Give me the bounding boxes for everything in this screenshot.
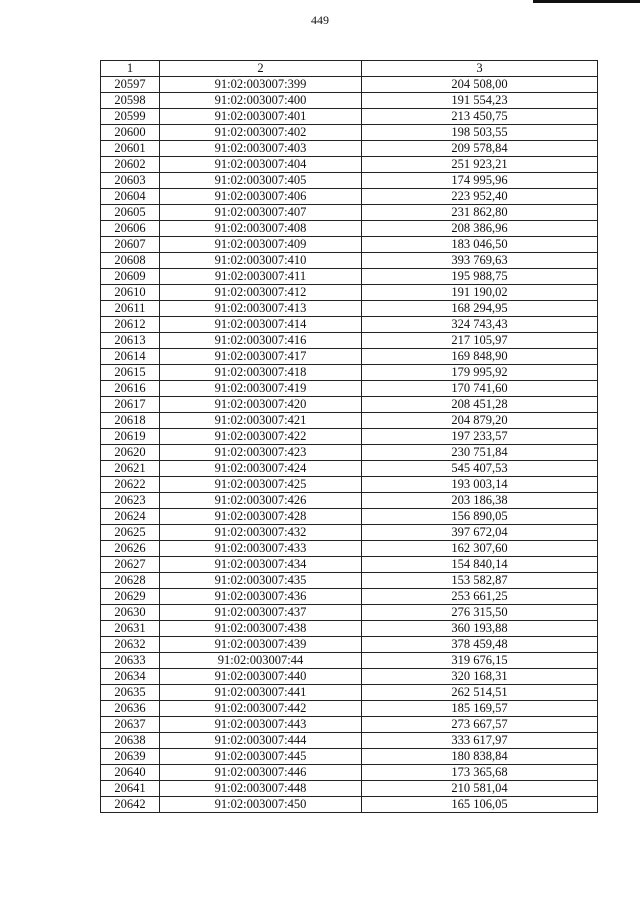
value-cell: 320 168,31: [362, 669, 598, 685]
row-number-cell: 20631: [101, 621, 160, 637]
value-cell: 273 667,57: [362, 717, 598, 733]
table-row: [101, 701, 598, 717]
cadastral-table: [100, 60, 598, 813]
cadastral-number-cell: 91:02:003007:399: [160, 77, 362, 93]
value-cell: 378 459,48: [362, 637, 598, 653]
table-row: [101, 797, 598, 813]
table-row: [101, 141, 598, 157]
table-row: [101, 397, 598, 413]
value-cell: 217 105,97: [362, 333, 598, 349]
value-cell: 153 582,87: [362, 573, 598, 589]
value-cell: 208 451,28: [362, 397, 598, 413]
table-row: [101, 333, 598, 349]
value-cell: 397 672,04: [362, 525, 598, 541]
row-number-cell: 20626: [101, 541, 160, 557]
value-cell: 276 315,50: [362, 605, 598, 621]
table-header-row: [101, 61, 598, 77]
value-cell: 195 988,75: [362, 269, 598, 285]
row-number-cell: 20620: [101, 445, 160, 461]
cadastral-number-cell: 91:02:003007:418: [160, 365, 362, 381]
cadastral-number-cell: 91:02:003007:417: [160, 349, 362, 365]
table-row: [101, 541, 598, 557]
table-row: [101, 637, 598, 653]
table-row: [101, 621, 598, 637]
row-number-cell: 20616: [101, 381, 160, 397]
table-row: [101, 349, 598, 365]
row-number-cell: 20603: [101, 173, 160, 189]
table-row: [101, 125, 598, 141]
table-row: [101, 221, 598, 237]
row-number-cell: 20625: [101, 525, 160, 541]
table-row: [101, 653, 598, 669]
value-cell: 545 407,53: [362, 461, 598, 477]
cadastral-number-cell: 91:02:003007:411: [160, 269, 362, 285]
table-row: [101, 573, 598, 589]
cadastral-number-cell: 91:02:003007:437: [160, 605, 362, 621]
table-row: [101, 589, 598, 605]
row-number-cell: 20621: [101, 461, 160, 477]
cadastral-number-cell: 91:02:003007:446: [160, 765, 362, 781]
cadastral-number-cell: 91:02:003007:416: [160, 333, 362, 349]
value-cell: 185 169,57: [362, 701, 598, 717]
table-row: [101, 493, 598, 509]
cadastral-number-cell: 91:02:003007:450: [160, 797, 362, 813]
table-row: [101, 605, 598, 621]
value-cell: 203 186,38: [362, 493, 598, 509]
page-number: 449: [311, 13, 329, 27]
cadastral-number-cell: 91:02:003007:419: [160, 381, 362, 397]
row-number-cell: 20618: [101, 413, 160, 429]
row-number-cell: 20606: [101, 221, 160, 237]
cadastral-number-cell: 91:02:003007:428: [160, 509, 362, 525]
table-row: [101, 205, 598, 221]
cadastral-number-cell: 91:02:003007:406: [160, 189, 362, 205]
value-cell: 324 743,43: [362, 317, 598, 333]
table-row: [101, 765, 598, 781]
cadastral-number-cell: 91:02:003007:448: [160, 781, 362, 797]
table-row: [101, 77, 598, 93]
cadastral-number-cell: 91:02:003007:425: [160, 477, 362, 493]
cadastral-number-cell: 91:02:003007:401: [160, 109, 362, 125]
value-cell: 253 661,25: [362, 589, 598, 605]
row-number-cell: 20611: [101, 301, 160, 317]
row-number-cell: 20642: [101, 797, 160, 813]
row-number-cell: 20641: [101, 781, 160, 797]
table-row: [101, 461, 598, 477]
row-number-cell: 20617: [101, 397, 160, 413]
value-cell: 230 751,84: [362, 445, 598, 461]
value-cell: 213 450,75: [362, 109, 598, 125]
cadastral-number-cell: 91:02:003007:421: [160, 413, 362, 429]
row-number-cell: 20607: [101, 237, 160, 253]
value-cell: 251 923,21: [362, 157, 598, 173]
cadastral-number-cell: 91:02:003007:441: [160, 685, 362, 701]
table-row: [101, 525, 598, 541]
cadastral-number-cell: 91:02:003007:443: [160, 717, 362, 733]
row-number-cell: 20599: [101, 109, 160, 125]
row-number-cell: 20634: [101, 669, 160, 685]
value-cell: 162 307,60: [362, 541, 598, 557]
cadastral-number-cell: 91:02:003007:412: [160, 285, 362, 301]
cadastral-number-cell: 91:02:003007:442: [160, 701, 362, 717]
cadastral-number-cell: 91:02:003007:420: [160, 397, 362, 413]
value-cell: 183 046,50: [362, 237, 598, 253]
table-row: [101, 381, 598, 397]
cadastral-number-cell: 91:02:003007:440: [160, 669, 362, 685]
value-cell: 198 503,55: [362, 125, 598, 141]
row-number-cell: 20635: [101, 685, 160, 701]
row-number-cell: 20629: [101, 589, 160, 605]
cadastral-number-cell: 91:02:003007:436: [160, 589, 362, 605]
value-cell: 319 676,15: [362, 653, 598, 669]
table-row: [101, 269, 598, 285]
row-number-cell: 20614: [101, 349, 160, 365]
value-cell: 204 508,00: [362, 77, 598, 93]
cadastral-number-cell: 91:02:003007:438: [160, 621, 362, 637]
row-number-cell: 20619: [101, 429, 160, 445]
top-edge-bar: [533, 0, 640, 3]
row-number-cell: 20640: [101, 765, 160, 781]
value-cell: 170 741,60: [362, 381, 598, 397]
row-number-cell: 20610: [101, 285, 160, 301]
row-number-cell: 20609: [101, 269, 160, 285]
row-number-cell: 20601: [101, 141, 160, 157]
value-cell: 262 514,51: [362, 685, 598, 701]
table-row: [101, 285, 598, 301]
cadastral-number-cell: 91:02:003007:434: [160, 557, 362, 573]
table-row: [101, 669, 598, 685]
row-number-cell: 20600: [101, 125, 160, 141]
value-cell: 173 365,68: [362, 765, 598, 781]
table-row: [101, 445, 598, 461]
cadastral-number-cell: 91:02:003007:423: [160, 445, 362, 461]
row-number-cell: 20628: [101, 573, 160, 589]
table-row: [101, 733, 598, 749]
cadastral-number-cell: 91:02:003007:414: [160, 317, 362, 333]
cadastral-number-cell: 91:02:003007:405: [160, 173, 362, 189]
table-row: [101, 301, 598, 317]
row-number-cell: 20615: [101, 365, 160, 381]
table-row: [101, 189, 598, 205]
row-number-cell: 20637: [101, 717, 160, 733]
table-row: [101, 93, 598, 109]
cadastral-number-cell: 91:02:003007:445: [160, 749, 362, 765]
value-cell: 180 838,84: [362, 749, 598, 765]
cadastral-number-cell: 91:02:003007:410: [160, 253, 362, 269]
value-cell: 333 617,97: [362, 733, 598, 749]
table-row: [101, 173, 598, 189]
row-number-cell: 20613: [101, 333, 160, 349]
cadastral-number-cell: 91:02:003007:426: [160, 493, 362, 509]
row-number-cell: 20597: [101, 77, 160, 93]
cadastral-number-cell: 91:02:003007:44: [160, 653, 362, 669]
row-number-cell: 20627: [101, 557, 160, 573]
row-number-cell: 20624: [101, 509, 160, 525]
table-row: [101, 253, 598, 269]
row-number-cell: 20608: [101, 253, 160, 269]
cadastral-number-cell: 91:02:003007:413: [160, 301, 362, 317]
value-cell: 204 879,20: [362, 413, 598, 429]
row-number-cell: 20623: [101, 493, 160, 509]
table-body: [101, 77, 598, 813]
table-row: [101, 365, 598, 381]
value-cell: 210 581,04: [362, 781, 598, 797]
cadastral-number-cell: 91:02:003007:439: [160, 637, 362, 653]
value-cell: 208 386,96: [362, 221, 598, 237]
cadastral-number-cell: 91:02:003007:400: [160, 93, 362, 109]
table-row: [101, 477, 598, 493]
row-number-cell: 20622: [101, 477, 160, 493]
value-cell: 169 848,90: [362, 349, 598, 365]
row-number-cell: 20636: [101, 701, 160, 717]
table-row: [101, 749, 598, 765]
cadastral-number-cell: 91:02:003007:435: [160, 573, 362, 589]
value-cell: 223 952,40: [362, 189, 598, 205]
value-cell: 179 995,92: [362, 365, 598, 381]
cadastral-number-cell: 91:02:003007:402: [160, 125, 362, 141]
table-row: [101, 109, 598, 125]
cadastral-number-cell: 91:02:003007:407: [160, 205, 362, 221]
row-number-cell: 20632: [101, 637, 160, 653]
value-cell: 165 106,05: [362, 797, 598, 813]
value-cell: 209 578,84: [362, 141, 598, 157]
table-row: [101, 557, 598, 573]
value-cell: 393 769,63: [362, 253, 598, 269]
row-number-cell: 20633: [101, 653, 160, 669]
row-number-cell: 20604: [101, 189, 160, 205]
row-number-cell: 20605: [101, 205, 160, 221]
row-number-cell: 20638: [101, 733, 160, 749]
row-number-cell: 20598: [101, 93, 160, 109]
table-row: [101, 413, 598, 429]
table-row: [101, 237, 598, 253]
row-number-cell: 20639: [101, 749, 160, 765]
cadastral-number-cell: 91:02:003007:408: [160, 221, 362, 237]
column-header-3: 3: [362, 61, 598, 77]
table-row: [101, 429, 598, 445]
value-cell: 154 840,14: [362, 557, 598, 573]
value-cell: 231 862,80: [362, 205, 598, 221]
row-number-cell: 20602: [101, 157, 160, 173]
value-cell: 156 890,05: [362, 509, 598, 525]
cadastral-number-cell: 91:02:003007:422: [160, 429, 362, 445]
value-cell: 191 190,02: [362, 285, 598, 301]
table-row: [101, 157, 598, 173]
row-number-cell: 20612: [101, 317, 160, 333]
value-cell: 197 233,57: [362, 429, 598, 445]
cadastral-number-cell: 91:02:003007:403: [160, 141, 362, 157]
cadastral-number-cell: 91:02:003007:432: [160, 525, 362, 541]
value-cell: 174 995,96: [362, 173, 598, 189]
value-cell: 191 554,23: [362, 93, 598, 109]
cadastral-number-cell: 91:02:003007:433: [160, 541, 362, 557]
cadastral-number-cell: 91:02:003007:424: [160, 461, 362, 477]
value-cell: 168 294,95: [362, 301, 598, 317]
value-cell: 193 003,14: [362, 477, 598, 493]
table-row: [101, 781, 598, 797]
column-header-2: 2: [160, 61, 362, 77]
value-cell: 360 193,88: [362, 621, 598, 637]
table-row: [101, 509, 598, 525]
table-row: [101, 685, 598, 701]
cadastral-number-cell: 91:02:003007:444: [160, 733, 362, 749]
cadastral-number-cell: 91:02:003007:404: [160, 157, 362, 173]
row-number-cell: 20630: [101, 605, 160, 621]
table-row: [101, 717, 598, 733]
table-row: [101, 317, 598, 333]
cadastral-number-cell: 91:02:003007:409: [160, 237, 362, 253]
column-header-1: 1: [101, 61, 160, 77]
